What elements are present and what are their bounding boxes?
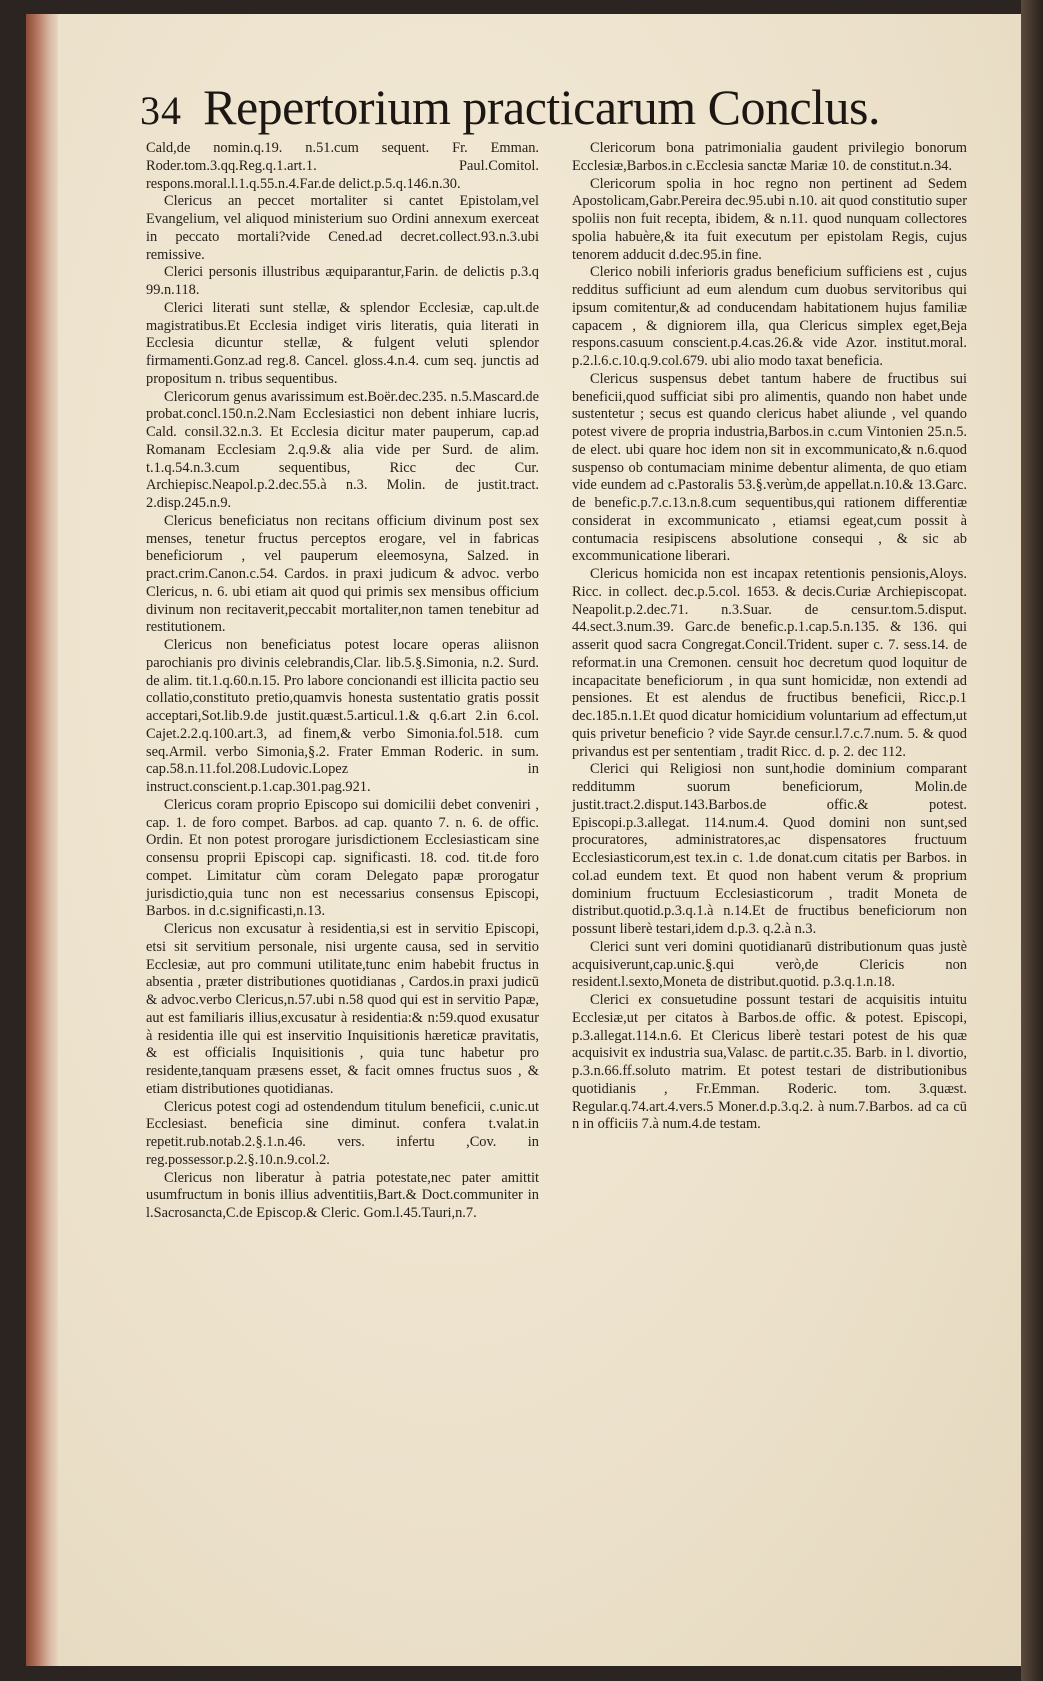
paragraph: Clericus an peccet mortaliter si cantet Epistolam,vel Evangelium, vel aliquod ministerium suo Ordini annexum exerceat in peccato mortali?vide Cened.ad decret.collect.93.n.3.ubi remissive. [146, 193, 539, 263]
paragraph: Clerici qui Religiosi non sunt,hodie dominium comparant redditumm suorum beneficiorum, Molin.de justit.tract.2.disput.143.Barbos.de offic.& potest. Episcopi.p.3.allegat. 114.num.4. Quod domini non sunt,sed procuratores, administratores,ac dispensatores fructuum Ecclesiasticorum,est tex.in c. 1.de donat.cum citatis per Barbos. in col.ad eundem text. Et quod non habent verum & proprium dominium fructuum Ecclesiasticorum , tradit Moneta de distribut.quotid.p.3.q.1.à n.14.Et de fructibus beneficiorum non possunt liberè testari,idem d.p.3. q.2.à n.3. [572, 761, 967, 937]
paragraph: Clerico nobili inferioris gradus beneficium sufficiens est , cujus redditus sufficiunt ad eum alendum cum duobus servitoribus qui ipsum comitentur,& ad conducendam habitationem hujus familiæ capacem , & digniorem illa, qua Clericus simplex eget,Beja respons.casuum conscient.p.4.cas.26.& vide Azor. institut.moral. p.2.l.6.c.10.q.9.col.679. ubi alio modo taxat beneficia. [572, 264, 967, 369]
paragraph: Clerici personis illustribus æquiparantur,Farin. de delictis p.3.q 99.n.118. [146, 264, 539, 298]
paragraph: Clericus non excusatur à residentia,si est in servitio Episcopi, etsi sit servitium personale, nisi urgente causa, sed in servitio Ecclesiæ, aut pro communi utilitate,tunc enim habebit fructus in absentia , præter distributiones quotidianas , Cardos.in praxi judicū & advoc.verbo Clericus,n.57.ubi n.58 quod qui est in servitio Papæ, aut est familiaris illius,excusatur à residentia:& n:59.quod exusatur à residentia ille qui est inservitio Inquisitionis hæreticæ pravitatis, & est officialis Inquisitionis , quia tunc habetur pro residente,tanquam præsens esset, & facit omnes fructus suos , & etiam distributiones quotidianas. [146, 921, 539, 1097]
page-edge [26, 14, 60, 1666]
gutter-shadow [1021, 0, 1043, 1681]
paragraph: Clericus suspensus debet tantum habere de fructibus sui beneficii,quod sufficiat sibi pro alimentis, quando non habet unde sustentetur ; secus est quando clericus habet aliunde , vel quando potest vivere de propria industria,Barbos.in c.cum Vintonien 25.n.5. de elect. ubi quare hoc idem non sit in excommunicato,& n.6.quod suspenso ob contumaciam minime debentur alimenta, de quo etiam vide eundem ad c.Pastoralis 53.§.verùm,de appellat.n.10.& 13.Garc. de benefic.p.7.c.13.n.8.cum sequentibus,qui rationem differentiæ considerat in excommunicato , etiamsi egeat,cum possit à contumacia resipiscens absolutione consequi , & sic ab excommunicatione liberari. [572, 370, 967, 565]
paragraph: Clericus homicida non est incapax retentionis pensionis,Aloys. Ricc. in collect. dec.p.5.col. 1653. & decis.Curiæ Archiepiscopat. Neapolit.p.2.dec.71. n.3.Suar. de censur.tom.5.disput. 44.sect.3.num.39. Garc.de benefic.p.1.cap.5.n.135. & 136. qui asserit quod sacra Congregat.Concil.Trident. super c. 7. sess.14. de reformat.in una Cremonen. censuit hoc decretum quod loquitur de incapacitate beneficiorum , in qua sunt homicidæ, non extendi ad pensiones. Et est alendus de fructibus beneficii, Ricc.p.1 dec.185.n.1.Et quod dicatur homicidium voluntarium ad effectum,ut quis privetur beneficio ? vide Sayr.de censur.l.7.c.7.num. 5. & quod privandus est per sententiam , tradit Ricc. d. p. 2. dec 112. [572, 566, 967, 760]
paragraph: Clericorum bona patrimonialia gaudent privilegio bonorum Ecclesiæ,Barbos.in c.Ecclesia sanctæ Mariæ 10. de constitut.n.34. [572, 140, 967, 174]
paragraph: Clerici ex consuetudine possunt testari de acquisitis intuitu Ecclesiæ,ut per citatos à Barbos.de offic. & potest. Episcopi, p.3.allegat.114.n.6. Et Clericus liberè testari potest de his quæ acquisivit ex industria sua,Valasc. de partit.c.35. Barb. in l. divortio, p.3.n.66.ff.soluto matrim. Et potest testari de distributionibus quotidianis , Fr.Emman. Roderic. tom. 3.quæst. Regular.q.74.art.4.vers.5 Moner.d.p.3.q.2. à num.7.Barbos. ad ca cū n in officiis 7.à num.4.de testam. [572, 992, 967, 1133]
paragraph: Clerici sunt veri domini quotidianarū distributionum quas justè acquisiverunt,cap.unic.§.qui verò,de Clericis non resident.l.sexto,Moneta de distribut.quotid. p.3.q.1.n.18. [572, 938, 967, 991]
paragraph: Clericus non liberatur à patria potestate,nec pater amittit usumfructum in bonis illius adventitiis,Bart.& Doct.communiter in l.Sacrosancta,C.de Episcop.& Cleric. Gom.l.45.Tauri,n.7. [146, 1169, 539, 1221]
paragraph: Clericorum spolia in hoc regno non pertinent ad Sedem Apostolicam,Gabr.Pereira dec.95.ubi n.10. ait quod constitutio super spoliis non fuit recepta, ibidem, & n.11. quod nunquam collectores spolia habuère,& ita fuit executum per epistolam Regis, cujus tenorem adducit d.dec.95.in fine. [572, 175, 967, 263]
paragraph: Clericus potest cogi ad ostendendum titulum beneficii, c.unic.ut Ecclesiast. beneficia sine diminut. confera t.valat.in repetit.rub.notab.2.§.1.n.46. vers. infertu ,Cov. in reg.possessor.p.2.§.10.n.9.col.2. [146, 1098, 539, 1168]
paragraph: Clericorum genus avarissimum est.Boër.dec.235. n.5.Mascard.de probat.concl.150.n.2.Nam Ecclesiastici non debent inhiare lucris, Cald. consil.32.n.3. Et Ecclesia dicitur mater pauperum, cap.ad Romanam Ecclesiam 2.q.9.& alia vide per Surd. de alim. t.1.q.54.n.3.cum sequentibus, Ricc dec Cur. Archiepisc.Neapol.p.2.dec.55.à n.3. Molin. de justit.tract. 2.disp.245.n.9. [146, 388, 539, 511]
paragraph: Clericus coram proprio Episcopo sui domicilii debet conveniri , cap. 1. de foro compet. Barbos. ad cap. quanto 7. n. 6. de offic. Ordin. Et non potest prorogare jurisdictionem Ecclesiasticam sine consensu proprii Episcopi cap. significasti. 18. cod. tit.de foro compet. Limitatur cùm coram Delegato papæ prorogatur jurisdictio,quia tunc non est necessarius consensus Episcopi, Barbos. in d.c.significasti,n.13. [146, 796, 539, 920]
left-column [146, 140, 539, 1223]
paragraph: Clerici literati sunt stellæ, & splendor Ecclesiæ, cap.ult.de magistratibus.Et Ecclesia indiget viris literatis, quia literati in Ecclesia dicuntur stellæ, & fulgent veluti splendor firmamenti.Gonz.ad reg.8. Cancel. gloss.4.n.4. cum seq. junctis ad propositum n. tribus sequentibus. [146, 299, 539, 387]
paragraph: Cald,de nomin.q.19. n.51.cum sequent. Fr. Emman. Roder.tom.3.qq.Reg.q.1.art.1. Paul.Comitol. respons.moral.l.1.q.55.n.4.Far.de delict.p.5.q.146.n.30. [146, 140, 539, 192]
paragraph: Clericus beneficiatus non recitans officium divinum post sex menses, tenetur fructus perceptos erogare, vel in fabricas beneficiorum , vel pauperum eleemosyna, Salzed. in pract.crim.Canon.c.54. Cardos. in praxi judicum & advoc. verbo Clericus, n. 6. ubi etiam ait quod qui primis sex mensibus officium divinum non recitaverit,peccabit mortaliter,non tamen tenebitur ad restitutionem. [146, 512, 539, 636]
paragraph: Clericus non beneficiatus potest locare operas aliisnon parochianis pro divinis celebrandis,Clar. lib.5.§.Simonia, n.2. Surd. de alim. tit.1.q.60.n.15. Pro labore concionandi est illicita pactio seu collatio,constituto pretio,quamvis honesta sustentatio gratis possit acceptari,Sot.lib.9.de justit.quæst.5.articul.1.& q.6.art 2.in 6.col. Cajet.2.2.q.100.art.3, ad finem,& verbo Simonia.fol.518. cum seq.Armil. verbo Simonia,§.2. Frater Emman Roderic. in sum. cap.58.n.11.fol.208.Ludovic.Lopez in instruct.conscient.p.1.cap.301.pag.921. [146, 637, 539, 795]
right-column [572, 140, 967, 1134]
running-title: Repertorium practicarum Conclus. [203, 79, 880, 135]
page-header [140, 78, 880, 138]
page-number: 34 [140, 88, 182, 133]
